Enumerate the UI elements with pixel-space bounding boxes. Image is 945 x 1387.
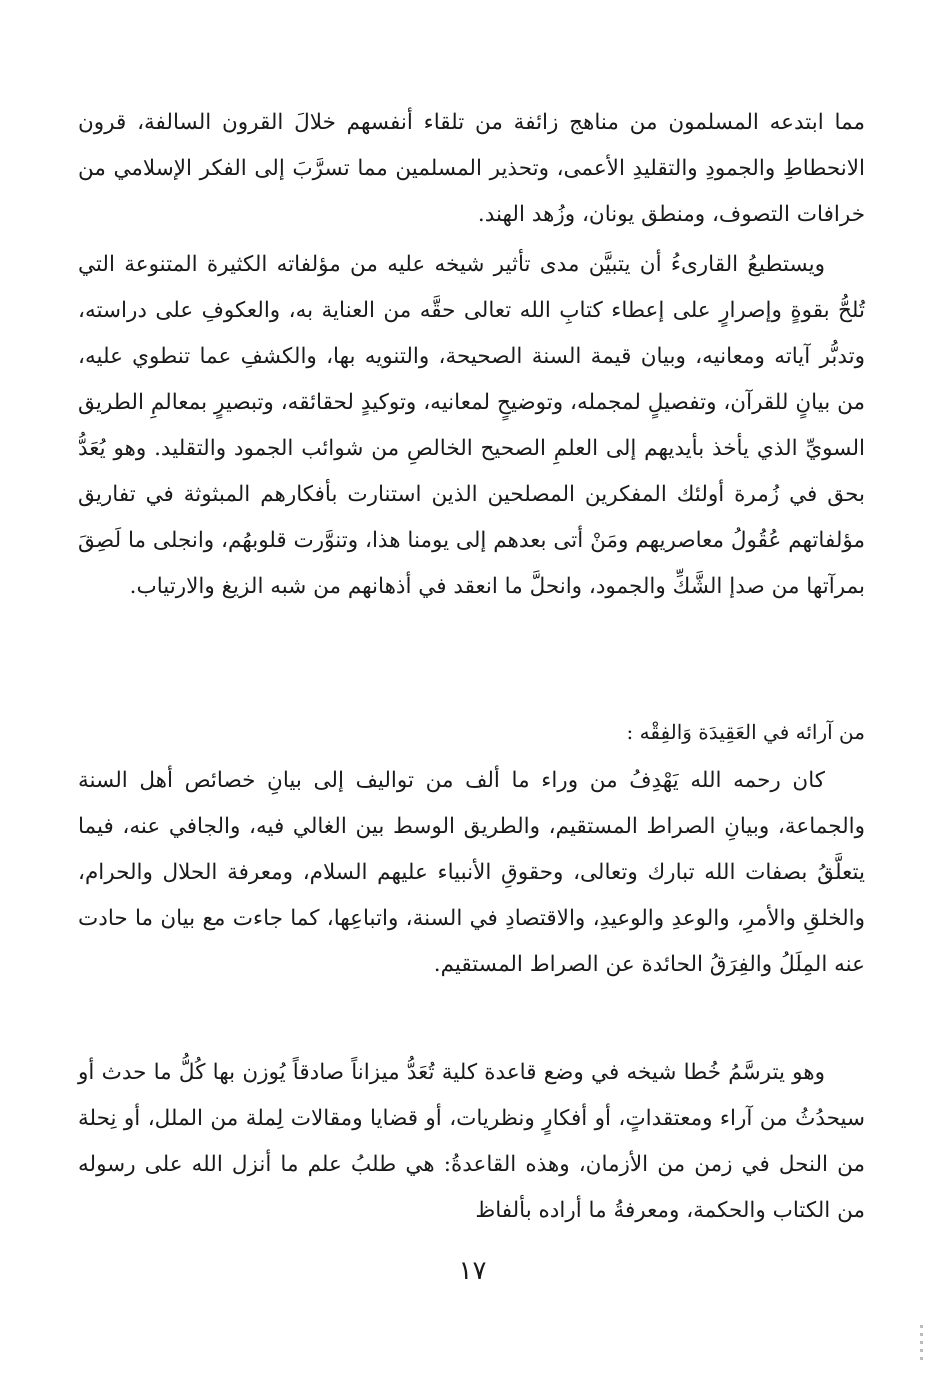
paragraph-3-text: كان رحمه الله يَهْدِفُ من وراء ما ألف من تواليف إلى بيانِ خصائص أهل السنة والجماعة، وبيانِ الصراط المستقيم، والطريق الوسط بين الغالي فيه، والجافي عنه، فيما يتعلَّقُ بصفات الله تبارك وتعالى، وحقوقِ الأنبياء عليهم السلام، ومعرفة الحلال والحرام، والخلقِ والأمرِ، والوعدِ والوعيدِ، والاقتصادِ في السنة، واتباعِها، كما جاءت مع بيان ما حادت عنه المِلَلُ والفِرَقُ الحائدة عن الصراط المستقيم.: [78, 768, 865, 977]
page-number: ١٧: [458, 1256, 487, 1286]
paragraph-rule: [78, 1050, 865, 1234]
paragraph-influence: [78, 242, 865, 610]
paragraph-continuation: [78, 100, 865, 238]
paragraph-4-text: وهو يترسَّمُ خُطا شيخه في وضع قاعدة كلية تُعَدُّ ميزاناً صادقاً يُوزن بها كُلُّ ما حدث أو سيحدُثُ من آراء ومعتقداتٍ، أو أفكارٍ ونظريات، أو قضايا ومقالات لِملة من الملل، أو نِحلة من النحل في زمن من الأزمان، وهذه القاعدةُ: هي طلبُ علم ما أنزل الله على رسوله من الكتاب والحكمة، ومعرفةُ ما أراده بألفاظ: [78, 1060, 865, 1223]
paragraph-beliefs: [78, 758, 865, 988]
paragraph-1-text: مما ابتدعه المسلمون من مناهج زائفة من تلقاء أنفسهم خلالَ القرون السالفة، قرون الانحطاطِ والجمودِ والتقليدِ الأعمى، وتحذير المسلمين مما تسرَّبَ إلى الفكر الإسلامي من خرافات التصوف، ومنطق يونان، وزُهد الهند.: [78, 110, 865, 227]
section-heading: من آرائه في العَقِيدَة وَالفِقْه :: [626, 720, 865, 744]
paragraph-2-text: ويستطيعُ القارىءُ أن يتبيَّن مدى تأثير شيخه عليه من مؤلفاته الكثيرة المتنوعة التي تُلحُّ بقوةٍ وإصرارٍ على إعطاء كتابِ الله تعالى حقَّه من العناية به، والعكوفِ على دراسته، وتدبُّر آياته ومعانيه، وبيان قيمة السنة الصحيحة، والتنويه بها، والكشفِ عما تنطوي عليه، من بيانٍ للقرآن، وتفصيلٍ لمجمله، وتوضيحٍ لمعانيه، وتوكيدٍ لحقائقه، وتبصيرٍ بمعالمِ الطريق السويِّ الذي يأخذ بأيديهم إلى العلمِ الصحيح الخالصِ من شوائب الجمود والتقليد. وهو يُعَدُّ بحق في زُمرة أولئك المفكرين المصلحين الذين استنارت بأفكارهم المبثوثة في تفاريق مؤلفاتهم عُقُولُ معاصريهم ومَنْ أتى بعدهم إلى يومنا هذا، وتنوَّرت قلوبهُم، وانجلى ما لَصِقَ بمرآتها من صدإ الشَّكِّ والجمود، وانحلَّ ما انعقد في أذهانهم من شبه الزيغ والارتياب.: [78, 252, 866, 599]
page-edge-mark: [920, 1325, 923, 1365]
